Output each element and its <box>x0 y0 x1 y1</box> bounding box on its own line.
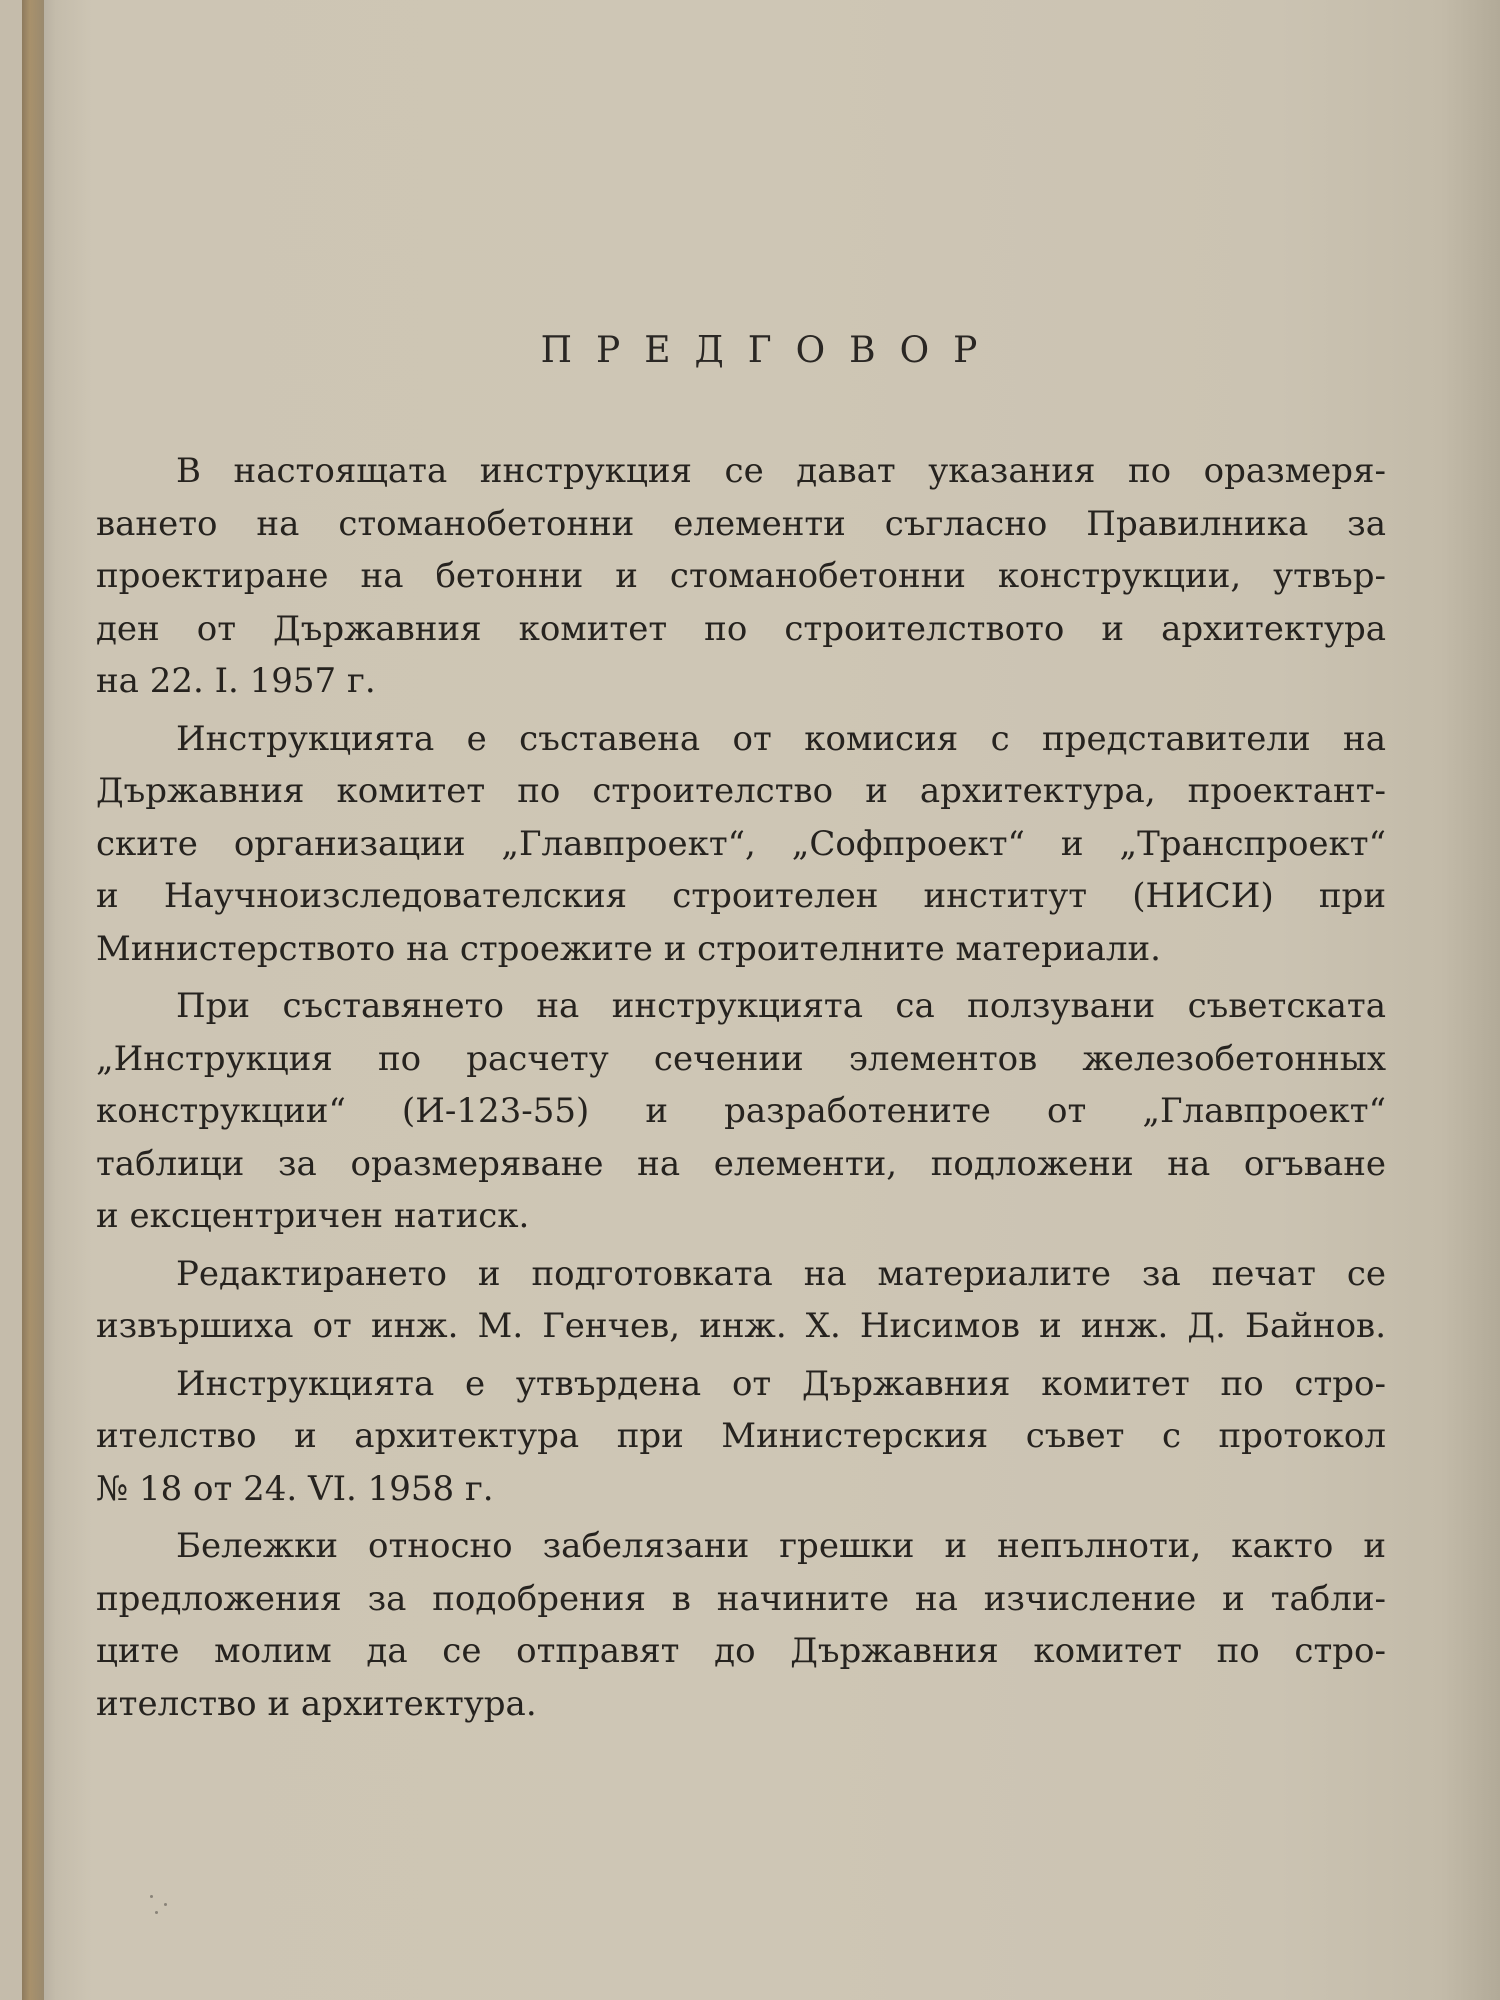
text-line: ването на стоманобетонни елементи съгласно Правилника за <box>96 503 1386 544</box>
page-title: ПРЕДГОВОР <box>540 330 1002 371</box>
text-line: ителство и архитектура при Министерския съвет с протокол <box>96 1416 1386 1456</box>
text-line: и Научноизследователския строителен институт (НИСИ) при <box>96 876 1386 916</box>
paper-speck <box>164 1903 167 1906</box>
text-line: ците молим да се отправят до Държавния комитет по стро- <box>96 1631 1386 1671</box>
text-line: ден от Държавния комитет по строителството и архитектура <box>96 608 1386 649</box>
text-line: „Инструкция по расчету сечении элементов железобетонных <box>96 1038 1386 1079</box>
text-line: Инструкцията е съставена от комисия с представители на <box>176 718 1386 759</box>
text-line: и ексцентричен натиск. <box>96 1196 530 1236</box>
text-line: предложения за подобрения в начините на изчисление и табли- <box>96 1578 1386 1619</box>
text-line: В настоящата инструкция се дават указания по оразмеря- <box>176 451 1386 491</box>
paragraph <box>96 1520 1386 1730</box>
text-line: Инструкцията е утвърдена от Държавния комитет по стро- <box>176 1363 1386 1404</box>
book-page <box>22 0 1500 2000</box>
text-line: Държавния комитет по строителство и архитектура, проектант- <box>96 771 1386 811</box>
paragraph <box>96 445 1386 708</box>
paragraph <box>96 1358 1386 1516</box>
paragraph <box>96 980 1386 1243</box>
preface-body <box>96 445 1386 1735</box>
page-gutter <box>22 0 44 2000</box>
text-line: извършиха от инж. М. Генчев, инж. Х. Нисимов и инж. Д. Байнов. <box>96 1306 1386 1346</box>
text-line: проектиране на бетонни и стоманобетонни конструкции, утвър- <box>96 556 1386 596</box>
paragraph <box>96 1248 1386 1353</box>
text-line: конструкции“ (И-123-55) и разработените от „Главпроект“ <box>96 1091 1386 1131</box>
text-line: № 18 от 24. VI. 1958 г. <box>96 1468 494 1509</box>
paper-speck <box>155 1911 158 1914</box>
text-line: ските организации „Главпроект“, „Софпроект“ и „Транспроект“ <box>96 823 1386 864</box>
text-line: на 22. I. 1957 г. <box>96 661 376 701</box>
text-line: ителство и архитектура. <box>96 1683 537 1724</box>
text-line: таблици за оразмеряване на елементи, подложени на огъване <box>96 1143 1386 1184</box>
paper-speck <box>150 1895 153 1898</box>
text-line: Министерството на строежите и строителните материали. <box>96 928 1161 969</box>
text-line: Бележки относно забелязани грешки и непълноти, както и <box>176 1526 1386 1566</box>
text-line: При съставянето на инструкцията са ползувани съветската <box>176 986 1386 1026</box>
paragraph <box>96 713 1386 976</box>
text-line: Редактирането и подготовката на материалите за печат се <box>176 1253 1386 1294</box>
